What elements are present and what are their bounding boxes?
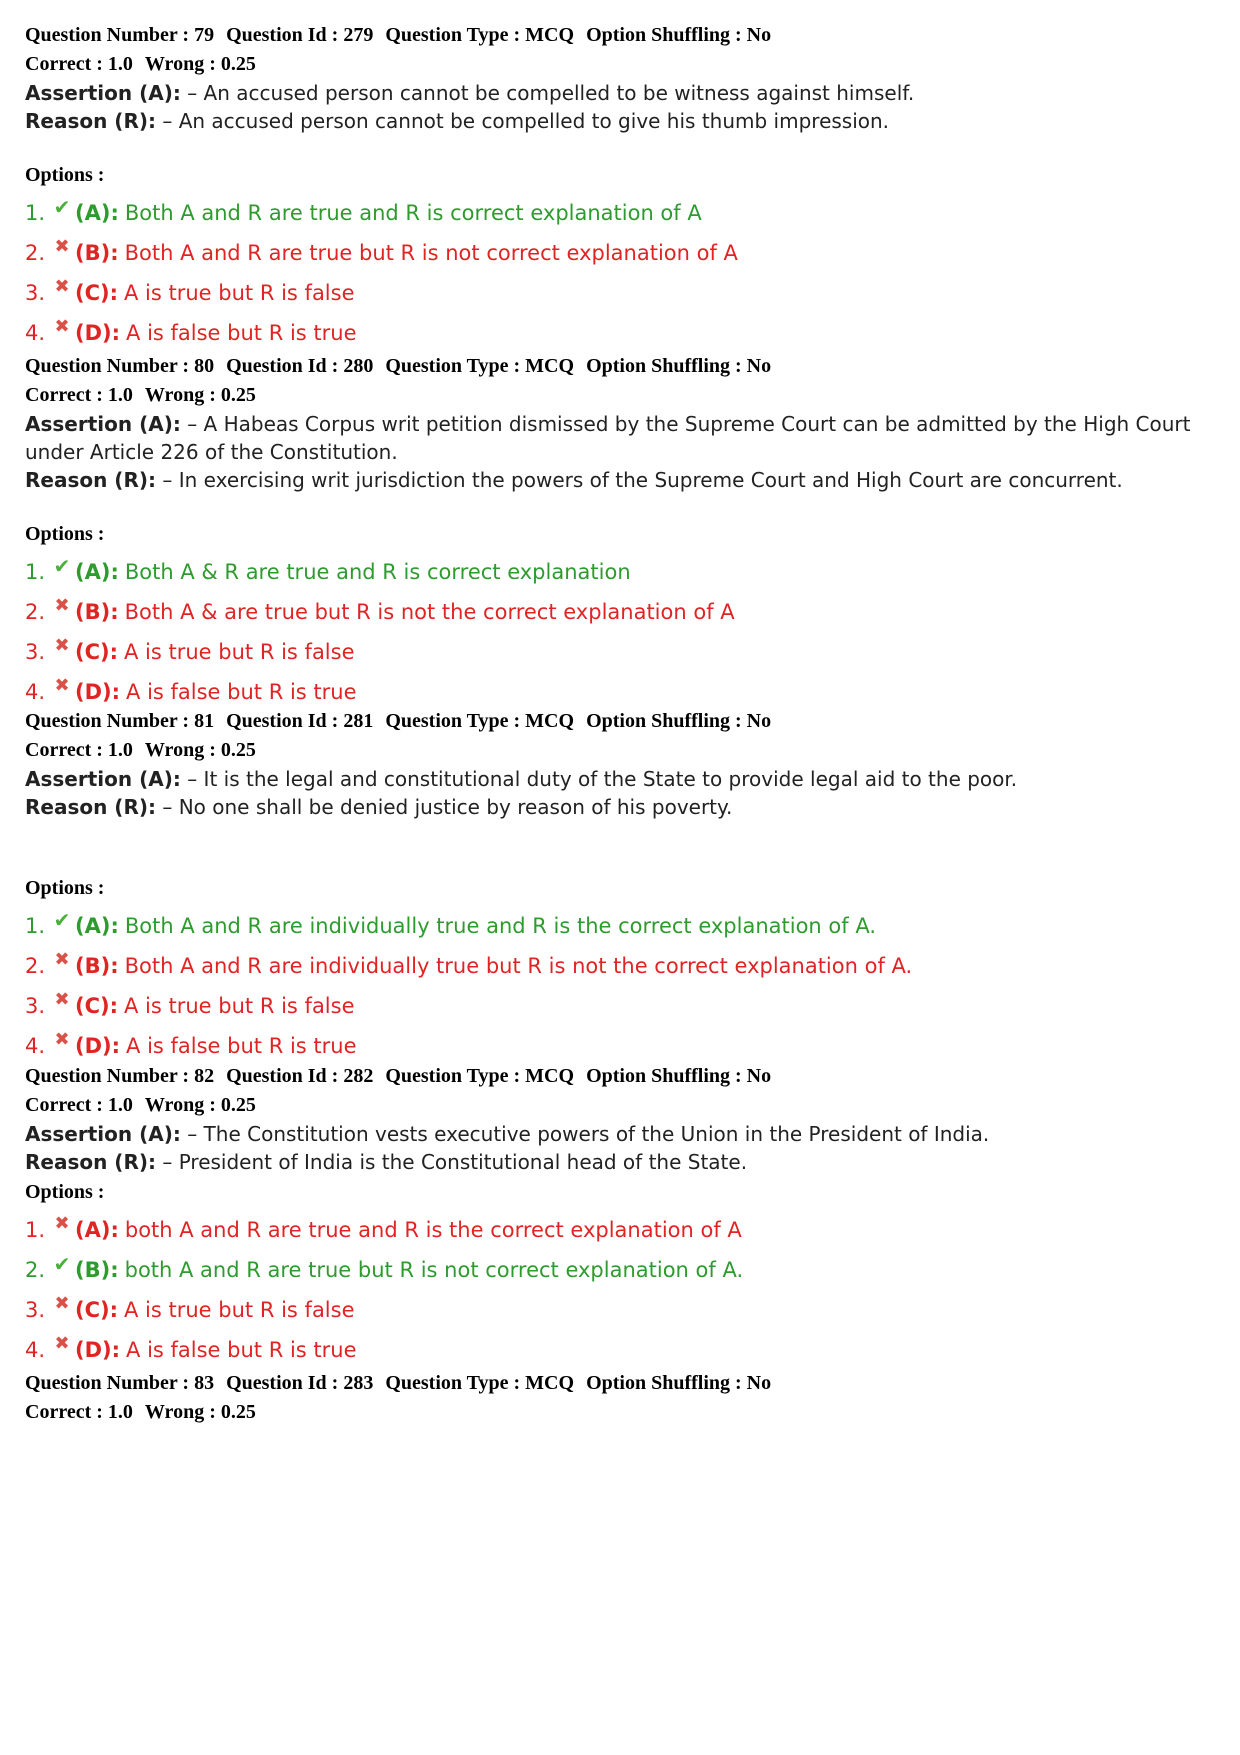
cross-icon: ✖ [54, 949, 70, 970]
question-block [25, 21, 1205, 353]
cross-icon: ✖ [54, 236, 70, 257]
assertion-text: – The Constitution vests executive powers of the Union in the President of India. [180, 1122, 990, 1146]
option-1 [25, 193, 1205, 233]
question-type: Question Type : MCQ [385, 355, 575, 377]
option-number: 2. [25, 1258, 46, 1282]
option-shuffling: Option Shuffling : No [586, 1372, 772, 1394]
option-2 [25, 233, 1205, 273]
option-letter: (A): [75, 914, 119, 938]
option-4 [25, 313, 1205, 353]
question-id: Question Id : 281 [226, 710, 374, 732]
option-letter: (A): [75, 1218, 119, 1242]
check-icon: ✔ [53, 554, 71, 578]
option-text: A is true but R is false [124, 640, 355, 664]
option-text: Both A and R are individually true and R is the correct explanation of A. [124, 914, 877, 938]
assertion-label: Assertion (A): [25, 1122, 181, 1146]
option-shuffling: Option Shuffling : No [586, 710, 772, 732]
option-2 [25, 946, 1205, 986]
option-number: 4. [25, 1034, 46, 1058]
reason-text: – In exercising writ jurisdiction the powers of the Supreme Court and High Court are concurrent. [156, 468, 1123, 492]
question-number: Question Number : 83 [25, 1372, 215, 1394]
option-1 [25, 1210, 1205, 1250]
reason [25, 107, 1205, 135]
question-block [25, 1062, 1205, 1370]
option-letter: (B): [75, 600, 119, 624]
question-meta [25, 707, 1205, 736]
option-3 [25, 1290, 1205, 1330]
option-number: 3. [25, 281, 46, 305]
option-shuffling: Option Shuffling : No [586, 1065, 772, 1087]
option-1 [25, 552, 1205, 592]
wrong-marks: Wrong : 0.25 [144, 1094, 256, 1116]
option-text: Both A and R are true and R is correct explanation of A [124, 201, 702, 225]
question-block [25, 1369, 1205, 1427]
option-letter: (B): [75, 954, 119, 978]
marks-line [25, 1398, 1205, 1427]
reason-label: Reason (R): [25, 1150, 156, 1174]
option-letter: (C): [75, 1298, 119, 1322]
question-id: Question Id : 282 [226, 1065, 374, 1087]
assertion [25, 79, 1205, 107]
options-label: Options : [25, 164, 105, 186]
question-number: Question Number : 81 [25, 710, 215, 732]
option-number: 4. [25, 1338, 46, 1362]
marks-line [25, 50, 1205, 79]
assertion [25, 765, 1205, 793]
option-text: A is true but R is false [124, 994, 355, 1018]
option-letter: (D): [75, 321, 121, 345]
option-letter: (A): [75, 560, 119, 584]
option-text: Both A and R are individually true but R is not the correct explanation of A. [124, 954, 913, 978]
option-text: Both A and R are true but R is not correct explanation of A [124, 241, 738, 265]
correct-marks: Correct : 1.0 [25, 1401, 133, 1423]
option-3 [25, 986, 1205, 1026]
option-number: 4. [25, 321, 46, 345]
cross-icon: ✖ [54, 1213, 70, 1234]
question-number: Question Number : 80 [25, 355, 215, 377]
wrong-marks: Wrong : 0.25 [144, 739, 256, 761]
options-list [25, 1210, 1205, 1370]
correct-marks: Correct : 1.0 [25, 53, 133, 75]
reason-label: Reason (R): [25, 795, 156, 819]
question-block [25, 352, 1205, 712]
option-2 [25, 592, 1205, 632]
assertion [25, 410, 1205, 466]
assertion-label: Assertion (A): [25, 81, 181, 105]
option-text: A is false but R is true [126, 680, 357, 704]
check-icon: ✔ [53, 195, 71, 219]
options-label: Options : [25, 523, 105, 545]
option-4 [25, 672, 1205, 712]
reason-text: – An accused person cannot be compelled to give his thumb impression. [156, 109, 890, 133]
marks-line [25, 1091, 1205, 1120]
question-number: Question Number : 79 [25, 24, 215, 46]
cross-icon: ✖ [54, 989, 70, 1010]
option-text: A is false but R is true [126, 1338, 357, 1362]
option-number: 2. [25, 954, 46, 978]
option-text: A is false but R is true [126, 321, 357, 345]
option-2 [25, 1250, 1205, 1290]
question-meta [25, 1369, 1205, 1398]
cross-icon: ✖ [54, 595, 70, 616]
question-id: Question Id : 279 [226, 24, 374, 46]
option-text: Both A & R are true and R is correct explanation [124, 560, 631, 584]
question-type: Question Type : MCQ [385, 1372, 575, 1394]
question-number: Question Number : 82 [25, 1065, 215, 1087]
option-text: A is false but R is true [126, 1034, 357, 1058]
options-list [25, 193, 1205, 353]
options-list [25, 906, 1205, 1066]
question-type: Question Type : MCQ [385, 24, 575, 46]
option-text: A is true but R is false [124, 1298, 355, 1322]
option-text: both A and R are true and R is the correct explanation of A [124, 1218, 742, 1242]
option-letter: (A): [75, 201, 119, 225]
options-label: Options : [25, 1181, 105, 1203]
option-number: 1. [25, 1218, 46, 1242]
option-1 [25, 906, 1205, 946]
option-number: 3. [25, 994, 46, 1018]
option-letter: (B): [75, 241, 119, 265]
marks-line [25, 381, 1205, 410]
correct-marks: Correct : 1.0 [25, 384, 133, 406]
option-letter: (C): [75, 994, 119, 1018]
option-letter: (D): [75, 1034, 121, 1058]
option-number: 4. [25, 680, 46, 704]
option-shuffling: Option Shuffling : No [586, 355, 772, 377]
option-letter: (B): [75, 1258, 119, 1282]
check-icon: ✔ [53, 1252, 71, 1276]
option-letter: (C): [75, 281, 119, 305]
assertion-label: Assertion (A): [25, 412, 181, 436]
question-id: Question Id : 280 [226, 355, 374, 377]
question-id: Question Id : 283 [226, 1372, 374, 1394]
option-number: 3. [25, 640, 46, 664]
question-type: Question Type : MCQ [385, 710, 575, 732]
option-number: 2. [25, 241, 46, 265]
assertion-text: – It is the legal and constitutional duty of the State to provide legal aid to the poor. [180, 767, 1018, 791]
check-icon: ✔ [53, 908, 71, 932]
question-meta [25, 21, 1205, 50]
cross-icon: ✖ [54, 675, 70, 696]
reason [25, 466, 1205, 494]
assertion-text: – An accused person cannot be compelled to be witness against himself. [180, 81, 915, 105]
reason-text: – President of India is the Constitutional head of the State. [156, 1150, 748, 1174]
reason [25, 793, 1205, 821]
cross-icon: ✖ [54, 316, 70, 337]
option-text: both A and R are true but R is not correct explanation of A. [124, 1258, 744, 1282]
option-number: 1. [25, 914, 46, 938]
cross-icon: ✖ [54, 1029, 70, 1050]
option-shuffling: Option Shuffling : No [586, 24, 772, 46]
assertion-text: – A Habeas Corpus writ petition dismissed by the Supreme Court can be admitted by the High Court under Article 226 of the Constitution. [25, 412, 1191, 464]
assertion [25, 1120, 1205, 1148]
reason-text: – No one shall be denied justice by reason of his poverty. [156, 795, 733, 819]
question-meta [25, 352, 1205, 381]
cross-icon: ✖ [54, 635, 70, 656]
options-list [25, 552, 1205, 712]
option-letter: (D): [75, 680, 121, 704]
option-letter: (D): [75, 1338, 121, 1362]
question-block [25, 707, 1205, 1066]
reason [25, 1148, 1205, 1176]
option-3 [25, 632, 1205, 672]
option-number: 3. [25, 1298, 46, 1322]
wrong-marks: Wrong : 0.25 [144, 53, 256, 75]
option-number: 1. [25, 201, 46, 225]
wrong-marks: Wrong : 0.25 [144, 1401, 256, 1423]
correct-marks: Correct : 1.0 [25, 1094, 133, 1116]
cross-icon: ✖ [54, 1293, 70, 1314]
option-letter: (C): [75, 640, 119, 664]
question-meta [25, 1062, 1205, 1091]
question-type: Question Type : MCQ [385, 1065, 575, 1087]
option-4 [25, 1026, 1205, 1066]
marks-line [25, 736, 1205, 765]
option-number: 1. [25, 560, 46, 584]
option-3 [25, 273, 1205, 313]
cross-icon: ✖ [54, 276, 70, 297]
assertion-label: Assertion (A): [25, 767, 181, 791]
reason-label: Reason (R): [25, 109, 156, 133]
correct-marks: Correct : 1.0 [25, 739, 133, 761]
options-label: Options : [25, 877, 105, 899]
option-text: A is true but R is false [124, 281, 355, 305]
option-text: Both A & are true but R is not the correct explanation of A [124, 600, 735, 624]
reason-label: Reason (R): [25, 468, 156, 492]
cross-icon: ✖ [54, 1333, 70, 1354]
option-4 [25, 1330, 1205, 1370]
option-number: 2. [25, 600, 46, 624]
wrong-marks: Wrong : 0.25 [144, 384, 256, 406]
